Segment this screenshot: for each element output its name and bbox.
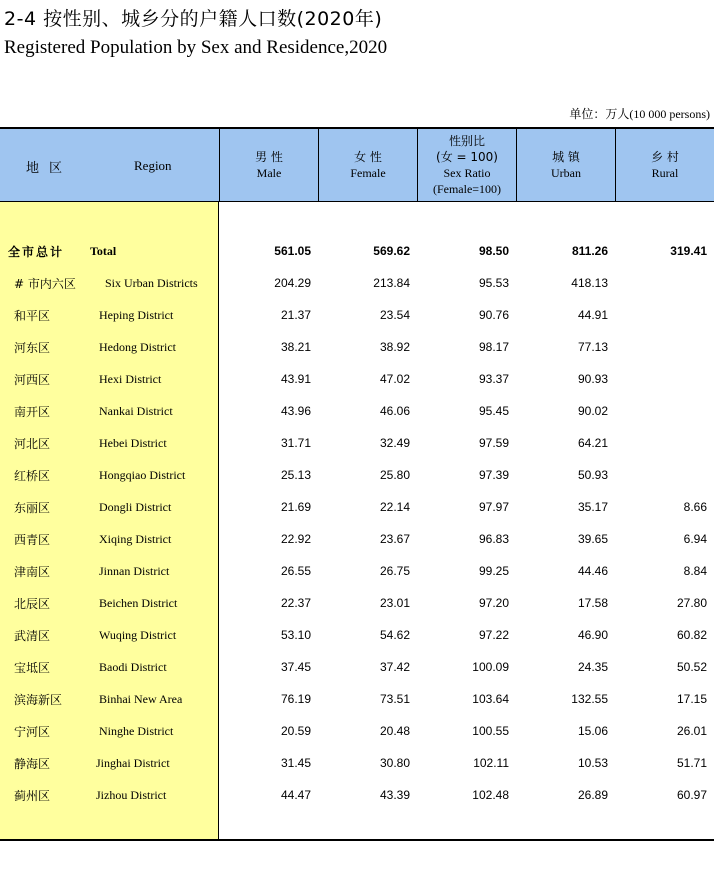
- region-name-cn: 宁河区: [14, 725, 51, 739]
- region-name-cn: 武清区: [14, 629, 51, 643]
- region-name-cn: 全市总计: [8, 245, 65, 259]
- table-row: [0, 459, 714, 491]
- female-value: 23.67: [379, 532, 410, 546]
- ratio-value: 100.55: [472, 724, 509, 738]
- region-name-cn: 西青区: [14, 533, 51, 547]
- female-value: 32.49: [379, 436, 410, 450]
- header-male-en: Male: [256, 166, 282, 180]
- header-ratio-sub: (女 = 100): [436, 150, 498, 164]
- table-row: [0, 331, 714, 363]
- region-name-cn: 津南区: [14, 565, 51, 579]
- urban-value: 15.06: [577, 724, 608, 738]
- header-rural: [615, 129, 714, 201]
- header-region: [0, 129, 219, 201]
- ratio-value: 102.48: [472, 788, 509, 802]
- ratio-value: 95.45: [478, 404, 509, 418]
- male-value: 22.37: [280, 596, 311, 610]
- male-value: 21.69: [280, 500, 311, 514]
- unit-label-en: (10 000 persons): [629, 107, 710, 121]
- region-name-cn: 东丽区: [14, 501, 51, 515]
- population-table: [0, 127, 714, 841]
- table-row: [0, 523, 714, 555]
- header-ratio-en1: Sex Ratio: [443, 166, 491, 180]
- header-female-cn: 女 性: [354, 150, 382, 164]
- rural-value: 8.84: [683, 564, 707, 578]
- region-name-en: Hexi District: [99, 372, 162, 386]
- table-row: [0, 683, 714, 715]
- table-row: [0, 299, 714, 331]
- region-name-cn: 红桥区: [14, 469, 51, 483]
- table-row: [0, 491, 714, 523]
- unit-label-cn: 单位：万人: [569, 107, 630, 121]
- urban-value: 50.93: [577, 468, 608, 482]
- header-ratio-cn: 性别比: [448, 134, 485, 148]
- female-value: 37.42: [379, 660, 410, 674]
- urban-value: 46.90: [577, 628, 608, 642]
- urban-value: 35.17: [577, 500, 608, 514]
- region-name-en: Wuqing District: [99, 628, 177, 642]
- female-value: 23.01: [379, 596, 410, 610]
- urban-value: 44.91: [577, 308, 608, 322]
- female-value: 47.02: [379, 372, 410, 386]
- region-name-cn: 滨海新区: [14, 693, 63, 707]
- header-male: [219, 129, 318, 201]
- header-urban: [516, 129, 615, 201]
- urban-value: 64.21: [577, 436, 608, 450]
- ratio-value: 95.53: [478, 276, 509, 290]
- urban-value: 44.46: [577, 564, 608, 578]
- header-female-en: Female: [350, 166, 386, 180]
- region-name-en: Jinghai District: [96, 756, 170, 770]
- header-rural-en: Rural: [651, 166, 679, 180]
- urban-value: 10.53: [577, 756, 608, 770]
- ratio-value: 90.76: [478, 308, 509, 322]
- region-name-cn: 和平区: [14, 309, 51, 323]
- rural-value: 60.97: [676, 788, 707, 802]
- female-value: 73.51: [379, 692, 410, 706]
- female-value: 43.39: [379, 788, 410, 802]
- male-value: 44.47: [280, 788, 311, 802]
- header-urban-en: Urban: [551, 166, 581, 180]
- male-value: 37.45: [280, 660, 311, 674]
- header-ratio: [417, 129, 516, 201]
- page-title-en: Registered Population by Sex and Residence,2020: [4, 37, 388, 58]
- region-name-en: Dongli District: [99, 500, 172, 514]
- region-name-en: Beichen District: [99, 596, 178, 610]
- male-value: 43.96: [280, 404, 311, 418]
- region-name-en: Hongqiao District: [99, 468, 186, 482]
- female-value: 23.54: [379, 308, 410, 322]
- urban-value: 90.93: [577, 372, 608, 386]
- region-name-cn: 静海区: [14, 757, 51, 771]
- ratio-value: 100.09: [472, 660, 509, 674]
- table-header: [0, 129, 714, 202]
- female-value: 20.48: [379, 724, 410, 738]
- male-value: 53.10: [280, 628, 311, 642]
- region-name-en: Ninghe District: [99, 724, 174, 738]
- rural-value: 51.71: [676, 756, 707, 770]
- female-value: 22.14: [379, 500, 410, 514]
- region-name-en: Hedong District: [99, 340, 176, 354]
- table-row: [0, 267, 714, 299]
- table-row: [0, 587, 714, 619]
- ratio-value: 102.11: [473, 756, 509, 770]
- rural-value: 8.66: [683, 500, 707, 514]
- male-value: 21.37: [280, 308, 311, 322]
- region-name-cn: # 市内六区: [14, 277, 76, 291]
- region-name-cn: 宝坻区: [14, 661, 51, 675]
- female-value: 25.80: [379, 468, 410, 482]
- ratio-value: 98.50: [478, 244, 509, 258]
- male-value: 25.13: [280, 468, 311, 482]
- table-row: [0, 395, 714, 427]
- ratio-value: 97.39: [478, 468, 509, 482]
- ratio-value: 97.97: [478, 500, 509, 514]
- male-value: 22.92: [280, 532, 311, 546]
- ratio-value: 93.37: [478, 372, 509, 386]
- region-name-cn: 河北区: [14, 437, 51, 451]
- ratio-value: 97.59: [478, 436, 509, 450]
- header-region-cn: 地区: [26, 161, 73, 176]
- region-name-cn: 蓟州区: [14, 789, 51, 803]
- rural-value: 17.15: [676, 692, 707, 706]
- male-value: 43.91: [280, 372, 311, 386]
- urban-value: 39.65: [577, 532, 608, 546]
- ratio-value: 97.20: [478, 596, 509, 610]
- region-name-en: Jinnan District: [99, 564, 170, 578]
- region-name-cn: 北辰区: [14, 597, 51, 611]
- urban-value: 132.55: [571, 692, 608, 706]
- urban-value: 77.13: [577, 340, 608, 354]
- header-ratio-en2: (Female=100): [432, 182, 502, 196]
- urban-value: 26.89: [577, 788, 608, 802]
- region-name-en: Binhai New Area: [99, 692, 183, 706]
- female-value: 54.62: [379, 628, 410, 642]
- table-row: [0, 619, 714, 651]
- ratio-value: 96.83: [478, 532, 509, 546]
- female-value: 569.62: [373, 244, 410, 258]
- male-value: 26.55: [280, 564, 311, 578]
- table-row: [0, 363, 714, 395]
- urban-value: 90.02: [577, 404, 608, 418]
- table-row: [0, 235, 714, 267]
- ratio-value: 98.17: [478, 340, 509, 354]
- rural-value: 60.82: [676, 628, 707, 642]
- region-name-cn: 河东区: [14, 341, 51, 355]
- female-value: 46.06: [379, 404, 410, 418]
- urban-value: 811.26: [571, 244, 608, 258]
- male-value: 31.71: [280, 436, 311, 450]
- region-name-en: Xiqing District: [99, 532, 172, 546]
- female-value: 26.75: [379, 564, 410, 578]
- rural-value: 26.01: [676, 724, 707, 738]
- male-value: 38.21: [280, 340, 311, 354]
- ratio-value: 103.64: [472, 692, 509, 706]
- region-name-cn: 南开区: [14, 405, 51, 419]
- header-rural-cn: 乡 村: [651, 150, 679, 164]
- male-value: 76.19: [280, 692, 311, 706]
- rural-value: 6.94: [683, 532, 707, 546]
- region-name-cn: 河西区: [14, 373, 51, 387]
- male-value: 31.45: [280, 756, 311, 770]
- female-value: 213.84: [373, 276, 410, 290]
- region-name-en: Heping District: [99, 308, 174, 322]
- table-row: [0, 715, 714, 747]
- rural-value: 27.80: [676, 596, 707, 610]
- region-name-en: Total: [90, 244, 117, 258]
- male-value: 20.59: [280, 724, 311, 738]
- header-female: [318, 129, 417, 201]
- header-urban-cn: 城 镇: [552, 150, 580, 164]
- urban-value: 17.58: [577, 596, 608, 610]
- rural-value: 319.41: [670, 244, 707, 258]
- table-row: [0, 427, 714, 459]
- table-row: [0, 747, 714, 779]
- region-name-en: Six Urban Districts: [105, 276, 198, 290]
- female-value: 30.80: [379, 756, 410, 770]
- header-male-cn: 男 性: [255, 150, 283, 164]
- male-value: 561.05: [274, 244, 311, 258]
- region-name-en: Baodi District: [99, 660, 167, 674]
- region-name-en: Jizhou District: [96, 788, 167, 802]
- region-name-en: Hebei District: [99, 436, 167, 450]
- ratio-value: 99.25: [478, 564, 509, 578]
- page-title-cn: 2-4 按性别、城乡分的户籍人口数(2020年): [4, 8, 383, 30]
- region-name-en: Nankai District: [99, 404, 173, 418]
- urban-value: 418.13: [571, 276, 608, 290]
- rural-value: 50.52: [676, 660, 707, 674]
- male-value: 204.29: [274, 276, 311, 290]
- table-row: [0, 555, 714, 587]
- female-value: 38.92: [379, 340, 410, 354]
- table-row: [0, 779, 714, 811]
- ratio-value: 97.22: [478, 628, 509, 642]
- header-region-en: Region: [134, 158, 172, 173]
- unit-label: [569, 105, 710, 122]
- table-row: [0, 651, 714, 683]
- urban-value: 24.35: [577, 660, 608, 674]
